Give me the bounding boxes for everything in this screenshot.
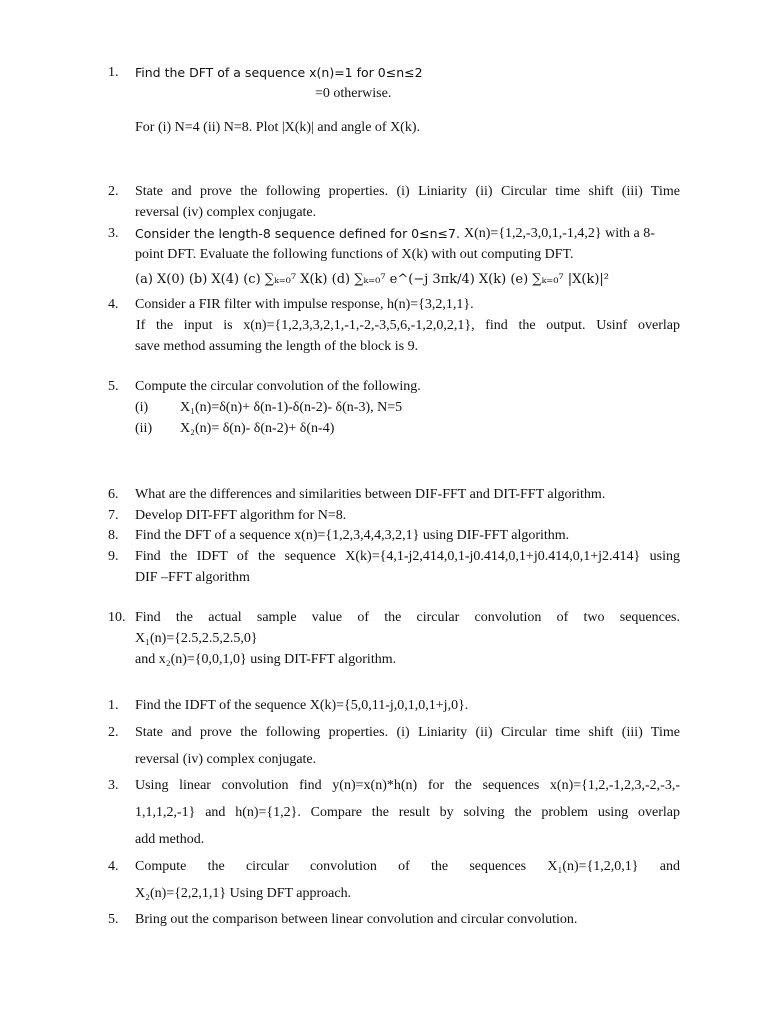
question-number: 5. [108, 912, 119, 927]
question-number: 4. [108, 297, 119, 312]
question-text: State and prove the following properties. (i) Liniarity (ii) Circular time shift (iii) Time [135, 725, 680, 740]
question-number: 8. [108, 528, 119, 543]
sub-item-text: X₁(n)=δ(n)+ δ(n-1)-δ(n-2)- δ(n-3), N=5 [180, 400, 403, 415]
question-text: save method assuming the length of the block is 9. [135, 339, 419, 354]
question-8 [108, 525, 680, 546]
formula-list: (a) X(0) (b) X(4) (c) ∑ₖ₌₀⁷ X(k) (d) ∑ₖ₌₀⁷ e^(−j 3πk/4) X(k) (e) ∑ₖ₌₀⁷ |X(k)|² [135, 272, 609, 287]
question-3-part-b [108, 775, 680, 850]
question-text: X₁(n)={2.5,2.5,2.5,0} [135, 631, 258, 646]
question-1-part-b [108, 695, 680, 716]
question-text: reversal (iv) complex conjugate. [135, 205, 317, 220]
question-4-part-b [108, 856, 680, 904]
question-text: Develop DIT-FFT algorithm for N=8. [135, 508, 347, 523]
question-text: reversal (iv) complex conjugate. [135, 752, 317, 767]
question-9 [108, 546, 680, 588]
question-5 [108, 376, 680, 438]
question-text: and x₂(n)={0,0,1,0} using DIT-FFT algorithm. [135, 652, 397, 667]
question-1 [108, 62, 680, 142]
question-text: Using linear convolution find y(n)=x(n)*h(n) for the sequences x(n)={1,2,-1,2,3,-2,-3,- [135, 778, 680, 793]
question-text: Find the actual sample value of the circular convolution of two sequences. [135, 610, 680, 625]
question-text: X(n)={1,2,-3,0,1,-1,4,2} with a 8- [464, 226, 655, 241]
question-number: 3. [108, 226, 119, 241]
question-text: add method. [135, 832, 205, 847]
question-number: 1. [108, 698, 119, 713]
question-number: 10. [108, 610, 126, 625]
sub-item-label: (ii) [135, 421, 153, 436]
question-number: 5. [108, 379, 119, 394]
question-text: Consider the length-8 sequence defined for 0≤n≤7. [135, 226, 460, 241]
question-3 [108, 223, 680, 293]
question-text: 1,1,1,2,-1} and h(n)={1,2}. Compare the result by solving the problem using overlap [135, 805, 680, 820]
question-text: X₂(n)={2,2,1,1} Using DFT approach. [135, 886, 352, 901]
question-text: Find the DFT of a sequence x(n)={1,2,3,4,4,3,2,1} using DIF-FFT algorithm. [135, 528, 570, 543]
sub-item-label: (i) [135, 400, 149, 415]
question-text: Compute the circular convolution of the following. [135, 379, 421, 394]
question-text: DIF –FFT algorithm [135, 570, 250, 585]
sub-item-text: X₂(n)= δ(n)- δ(n-2)+ δ(n-4) [180, 421, 335, 436]
question-number: 6. [108, 487, 119, 502]
question-text: Find the DFT of a sequence x(n)=1 for 0≤n≤2 [135, 65, 423, 80]
question-text: Find the IDFT of the sequence X(k)={5,0,11-j,0,1,0,1+j,0}. [135, 698, 469, 713]
question-4 [108, 294, 680, 356]
question-text: =0 otherwise. [315, 86, 392, 101]
question-number: 2. [108, 184, 119, 199]
question-text: What are the differences and similarities between DIF-FFT and DIT-FFT algorithm. [135, 487, 606, 502]
question-text: For (i) N=4 (ii) N=8. Plot |X(k)| and angle of X(k). [135, 120, 421, 135]
question-text: State and prove the following properties. (i) Liniarity (ii) Circular time shift (iii) Time [135, 184, 680, 199]
question-number: 7. [108, 508, 119, 523]
question-number: 2. [108, 725, 119, 740]
question-number: 1. [108, 65, 119, 80]
question-number: 9. [108, 549, 119, 564]
question-text: Bring out the comparison between linear convolution and circular convolution. [135, 912, 578, 927]
question-number: 3. [108, 778, 119, 793]
question-number: 4. [108, 859, 119, 874]
question-10 [108, 607, 680, 669]
question-7 [108, 505, 680, 526]
question-5-part-b [108, 909, 680, 930]
question-text: point DFT. Evaluate the following functions of X(k) with out computing DFT. [135, 247, 574, 262]
question-text: Compute the circular convolution of the sequences X₁(n)={1,2,0,1} and [135, 859, 680, 874]
question-text: Find the IDFT of the sequence X(k)={4,1-j2,414,0,1-j0.414,0,1+j0.414,0,1+j2.414} using [135, 549, 680, 564]
question-text: If the input is x(n)={1,2,3,3,2,1,-1,-2,-3,5,6,-1,2,0,2,1}, find the output. Usinf overlap [136, 318, 680, 333]
question-2 [108, 181, 680, 225]
question-2-part-b [108, 722, 680, 770]
question-6 [108, 484, 680, 505]
question-text: Consider a FIR filter with impulse response, h(n)={3,2,1,1}. [135, 297, 474, 312]
